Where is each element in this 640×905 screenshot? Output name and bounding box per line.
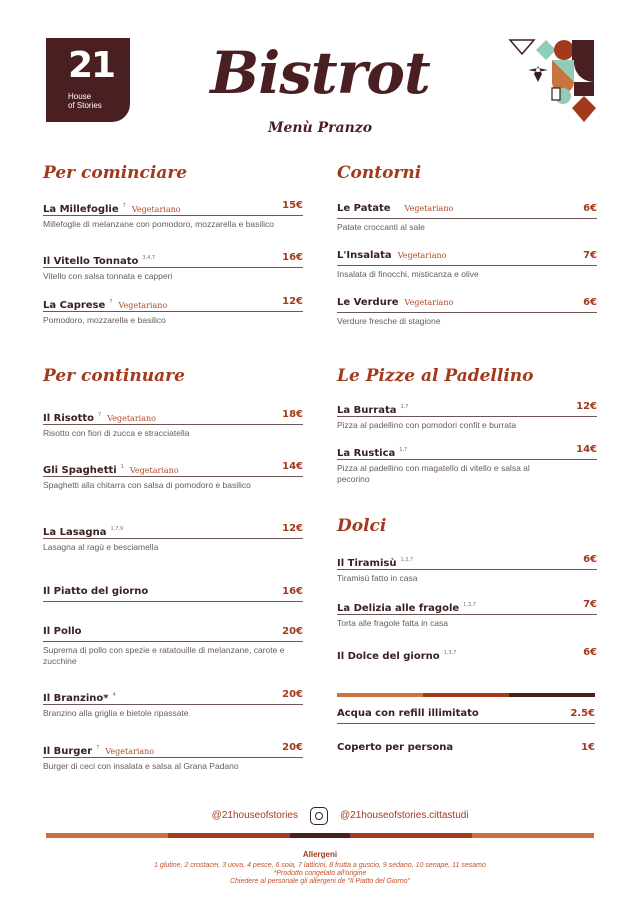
allergen-codes: 1 [120,464,124,470]
item-price: 6€ [583,297,597,308]
item-name: La Lasagna [43,527,107,538]
allergen-codes: 1,7 [400,404,409,410]
menu-item [43,585,303,602]
menu-item [43,251,303,282]
menu-item [337,646,597,662]
menu-item [337,296,597,327]
menu-item [43,741,303,772]
item-price: 15€ [282,200,303,211]
page-subtitle: Menù Pranzo [267,120,373,136]
item-price: 1€ [581,742,595,753]
item-description: Risotto con fiori di zucca e stracciatella [43,428,190,438]
item-price: 16€ [282,252,303,263]
item-description: Pizza al padellino con pomodori confit e burrata [337,420,517,430]
menu-item [43,522,303,553]
item-price: 16€ [282,586,303,597]
section-title-contorni: Contorni [337,163,422,183]
allergen-codes: 7 [96,745,100,751]
allergeni-frozen-note: *Prodotto congelato all'origine [273,870,367,877]
divider-bar [337,693,595,697]
item-price: 20€ [282,626,303,637]
item-name: Il Burger [43,746,93,757]
item-price: 6€ [583,647,597,658]
allergen-codes: 1,3,7 [443,650,457,656]
item-price: 14€ [576,444,597,455]
item-price: 6€ [583,554,597,565]
menu-item [43,295,303,326]
allergen-codes: 1,3,7 [463,602,476,608]
item-name: La Caprese [43,300,106,311]
allergen-codes: 1,7 [399,447,408,453]
instagram-icon [310,807,328,825]
item-description: Suprema di pollo con spezie e ratatouille di melanzane, carote e zucchine [43,645,285,666]
section-title-pizze: Le Pizze al Padellino [337,366,534,386]
item-description: Spaghetti alla chitarra con salsa di pomodoro e basilico [43,480,251,490]
item-price: 14€ [282,461,303,472]
vegetarian-label: Vegetariano [404,298,454,307]
item-name: L'Insalata [337,250,392,261]
item-name: Il Piatto del giorno [43,586,149,597]
item-description: Millefoglie di melanzane con pomodoro, mozzarella e basilico [43,219,275,229]
item-description: Pizza al padellino con magatello di vitello e salsa al pecorino [337,463,530,484]
vegetarian-label: Vegetariano [129,466,179,475]
item-name: Il Dolce del giorno [337,651,440,662]
item-name: Acqua con refill illimitato [337,708,479,719]
item-description: Tiramisù fatto in casa [337,573,418,583]
item-name: Il Branzino* [43,693,109,704]
allergen-codes: 7 [109,299,113,305]
allergen-codes: 3,4,7 [142,255,156,261]
item-description: Pomodoro, mozzarella e basilico [43,315,166,325]
page-title: Bistrot [210,39,430,107]
allergen-codes: 7 [122,203,126,209]
footer-divider-bar [46,833,594,838]
item-description: Insalata di finocchi, misticanza e olive [337,269,479,279]
item-price: 20€ [282,742,303,753]
item-name: Il Vitello Tonnato [43,256,139,267]
item-description: Patate croccanti al sale [337,222,425,232]
logo-line-1: House [68,92,92,101]
menu-item [337,707,595,724]
section-title-continuare: Per continuare [43,366,185,386]
menu-item [337,249,597,280]
item-price: 18€ [282,409,303,420]
menu-item [337,553,597,584]
menu-item [337,202,597,233]
vegetarian-label: Vegetariano [107,414,156,423]
allergeni-ask-staff-note: Chiedere al personale gli allergeni de "Il Piatto del Giorno" [229,878,411,885]
section-title-cominciare: Per cominciare [43,163,188,183]
menu-item [43,625,303,666]
logo-line-2: of Stories [68,101,102,110]
section-title-dolci: Dolci [337,516,387,536]
item-price: 7€ [583,599,597,610]
item-name: Gli Spaghetti [43,465,117,476]
logo-number: 21 [68,45,115,86]
item-price: 7€ [583,250,597,261]
item-description: Verdure fresche di stagione [337,316,441,326]
item-name: Le Patate [337,203,391,214]
menu-item [43,688,303,719]
menu-item [43,460,303,491]
allergen-codes: 1,3,7 [400,557,414,563]
item-description: Burger di ceci con insalata e salsa al Grana Padano [43,761,239,771]
vegetarian-label: Vegetariano [397,251,447,260]
item-price: 12€ [282,523,303,534]
allergen-codes: 1,7,9 [110,526,124,532]
item-description: Vitello con salsa tonnata e capperi [43,271,173,281]
item-name: Il Pollo [43,626,82,637]
allergen-codes: 7 [98,412,102,418]
vegetarian-label: Vegetariano [131,205,181,214]
menu-item [43,199,303,230]
item-price: 20€ [282,689,303,700]
item-name: La Burrata [337,405,397,416]
item-price: 12€ [282,296,303,307]
item-name: Coperto per persona [337,742,454,753]
instagram-handle-main[interactable]: @21houseofstories [211,810,298,821]
menu-item [43,408,303,439]
item-name: Il Risotto [43,413,95,424]
item-description: Torta alle fragole fatta in casa [337,618,449,628]
item-price: 12€ [576,401,597,412]
item-name: Il Tiramisù [337,558,397,569]
allergen-codes: 4 [112,692,116,698]
item-description: Lasagna al ragù e besciamella [43,542,159,552]
vegetarian-label: Vegetariano [118,301,168,310]
item-description: Branzino alla griglia e bietole ripassate [43,708,189,718]
item-name: La Delizia alle fragole [337,603,460,614]
item-price: 6€ [583,203,597,214]
item-price: 2.5€ [570,708,595,719]
instagram-handle-cittastudi[interactable]: @21houseofstories.cittastudi [340,810,469,821]
menu-item [337,400,597,431]
item-name: La Millefoglie [43,204,119,215]
vegetarian-label: Vegetariano [404,204,454,213]
allergeni-list: 1 glutine, 2 crostacei, 3 uova, 4 pesce, 6 soia, 7 latticini, 8 frutta a guscio, 9 sedano, 10 senape, 11 sesamo [154,862,486,869]
menu-item [337,598,597,629]
item-name: La Rustica [337,448,396,459]
menu-item [337,443,597,484]
allergeni-title: Allergeni [302,850,338,859]
vegetarian-label: Vegetariano [105,747,155,756]
geometric-pattern-decoration [508,38,596,124]
item-name: Le Verdure [337,297,399,308]
menu-item [337,741,595,757]
